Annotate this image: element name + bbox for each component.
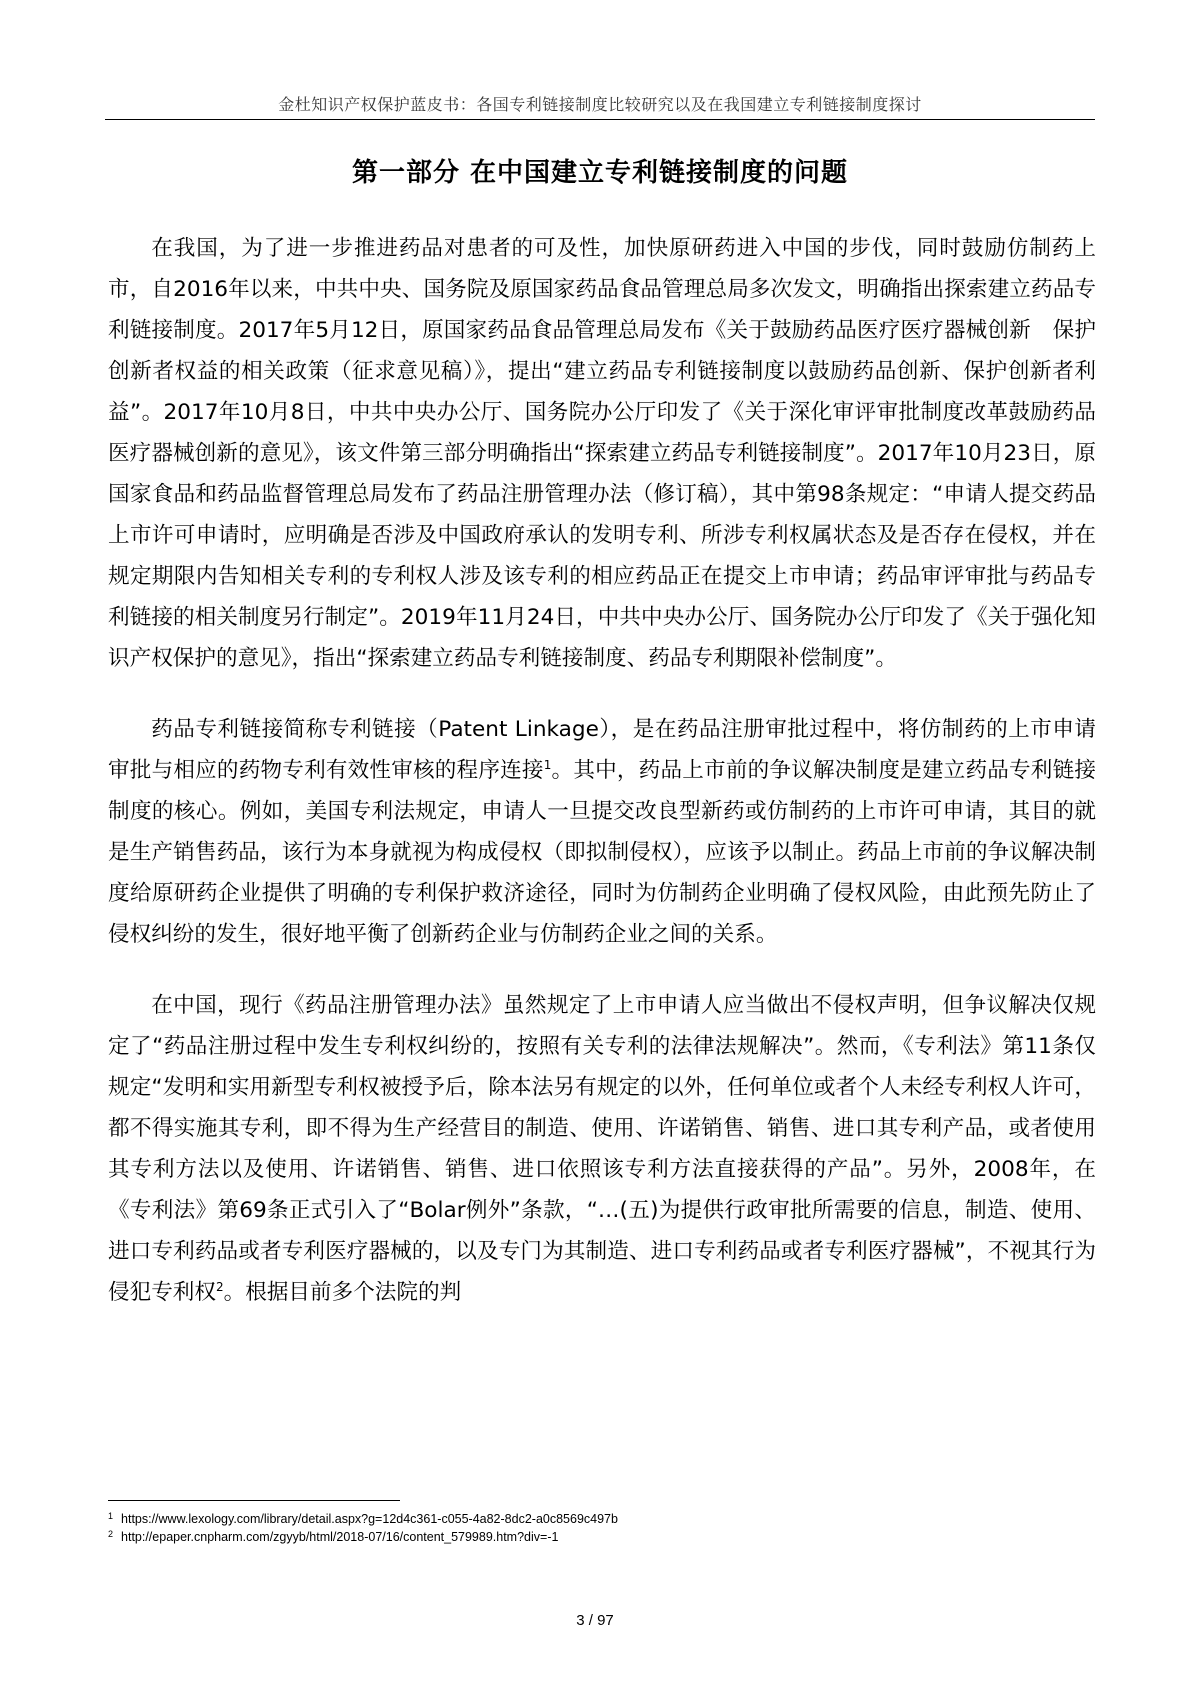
footnote-1	[108, 1510, 1088, 1528]
section-title: 第一部分 在中国建立专利链接制度的问题	[351, 158, 849, 188]
footnotes	[108, 1510, 1088, 1546]
footnote-mark-1: 1	[108, 1511, 114, 1521]
footnote-link-1[interactable]: https://www.lexology.com/library/detail.aspx?g=12d4c361-c055-4a82-8dc2-a0c8569c497b	[121, 1512, 618, 1526]
footnote-link-2[interactable]: http://epaper.cnpharm.com/zgyyb/html/2018-07/16/content_579989.htm?div=-1	[121, 1530, 559, 1544]
paragraph-2	[108, 709, 1096, 955]
running-header: 金杜知识产权保护蓝皮书：各国专利链接制度比较研究以及在我国建立专利链接制度探讨	[278, 95, 922, 114]
footnote-ref-1[interactable]: 1	[543, 758, 552, 772]
footnote-2	[108, 1528, 1088, 1546]
paragraph-2-text-a: 药品专利链接简称专利链接（Patent Linkage），是在药品注册审批过程中，将仿制药的上市申请审批与相应的药物专利有效性审核的程序连接	[108, 717, 1096, 783]
paragraph-1-text: 在我国，为了进一步推进药品对患者的可及性，加快原研药进入中国的步伐，同时鼓励仿制药上市，自2016年以来，中共中央、国务院及原国家药品食品管理总局多次发文，明确指出探索建立药品专利链接制度。2017年5月12日，原国家药品食品管理总局发布《关于鼓励药品医疗医疗器械创新 保护创新者权益的相关政策（征求意见稿）》，提出“建立药品专利链接制度以鼓励药品创新、保护创新者利益”。2017年10月8日，中共中央办公厅、国务院办公厅印发了《关于深化审评审批制度改革鼓励药品医疗器械创新的意见》，该文件第三部分明确指出“探索建立药品专利链接制度”。2017年10月23日，原国家食品和药品监督管理总局发布了药品注册管理办法（修订稿），其中第98条规定：“申请人提交药品上市许可申请时，应明确是否涉及中国政府承认的发明专利、所涉专利权属状态及是否存在侵权，并在规定期限内告知相关专利的专利权人涉及该专利的相应药品正在提交上市申请；药品审评审批与药品专利链接的相关制度另行制定”。2019年11月24日，中共中央办公厅、国务院办公厅印发了《关于强化知识产权保护的意见》，指出“探索建立药品专利链接制度、药品专利期限补偿制度”。	[108, 236, 1096, 671]
paragraph-3	[108, 985, 1096, 1313]
header-divider	[105, 119, 1095, 120]
page-number: 3 / 97	[576, 1612, 614, 1629]
paragraph-1	[108, 228, 1096, 679]
body-text	[108, 228, 1096, 1343]
paragraph-3-text-a: 在中国，现行《药品注册管理办法》虽然规定了上市申请人应当做出不侵权声明，但争议解决仅规定了“药品注册过程中发生专利权纠纷的，按照有关专利的法律法规解决”。然而，《专利法》第11条仅规定“发明和实用新型专利权被授予后，除本法另有规定的以外，任何单位或者个人未经专利权人许可，都不得实施其专利，即不得为生产经营目的制造、使用、许诺销售、销售、进口其专利产品，或者使用其专利方法以及使用、许诺销售、销售、进口依照该专利方法直接获得的产品”。另外，2008年，在《专利法》第69条正式引入了“Bolar例外”条款，“…(五)为提供行政审批所需要的信息，制造、使用、进口专利药品或者专利医疗器械的，以及专门为其制造、进口专利药品或者专利医疗器械”，不视其行为侵犯专利权	[108, 993, 1096, 1305]
paragraph-3-text-b: 。根据目前多个法院的判	[223, 1280, 462, 1305]
footnote-mark-2: 2	[108, 1529, 114, 1539]
footnote-divider	[108, 1500, 400, 1501]
footnote-ref-2[interactable]: 2	[215, 1280, 224, 1294]
paragraph-2-text-b: 。其中，药品上市前的争议解决制度是建立药品专利链接制度的核心。例如，美国专利法规定，申请人一旦提交改良型新药或仿制药的上市许可申请，其目的就是生产销售药品，该行为本身就视为构成侵权（即拟制侵权），应该予以制止。药品上市前的争议解决制度给原研药企业提供了明确的专利保护救济途径，同时为仿制药企业明确了侵权风险，由此预先防止了侵权纠纷的发生，很好地平衡了创新药企业与仿制药企业之间的关系。	[108, 758, 1096, 947]
